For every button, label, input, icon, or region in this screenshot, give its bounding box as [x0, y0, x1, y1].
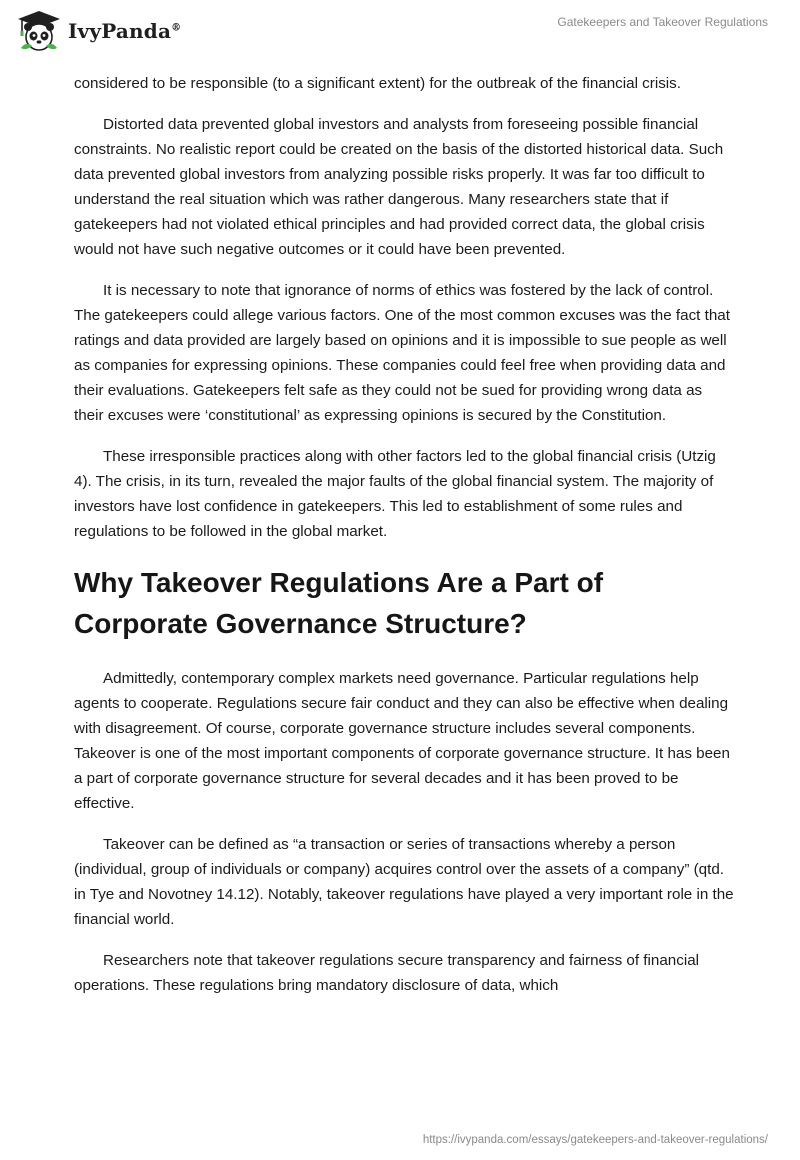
- registered-mark: ®: [171, 22, 182, 34]
- paragraph-continuation: considered to be responsible (to a significant extent) for the outbreak of the financial crisis.: [74, 75, 681, 92]
- ivypanda-logo[interactable]: [16, 8, 181, 54]
- page-url[interactable]: https://ivypanda.com/essays/gatekeepers-and-takeover-regulations/: [422, 1134, 768, 1146]
- paragraph: Researchers note that takeover regulations secure transparency and fairness of financial operations. These regulations bring mandatory disclosure of data, which: [74, 952, 700, 994]
- essay-content: [74, 71, 734, 1014]
- brand-name: IvyPanda®: [68, 19, 182, 43]
- document-title: Gatekeepers and Takeover Regulations: [557, 15, 768, 29]
- page-header: [0, 0, 800, 70]
- paragraph: Admittedly, contemporary complex markets need governance. Particular regulations help agents to cooperate. Regulations secure fair conduct and they can also be effective when dealing with disagreement. Of course, corporate governance structure includes several components. Takeover is one of the most important components of corporate governance structure. It has been a part of corporate governance structure for several decades and it has been proved to be effective.: [74, 670, 730, 812]
- paragraph: These irresponsible practices along with other factors led to the global financial crisis (Utzig 4). The crisis, in its turn, revealed the major faults of the global financial system. The majority of investors have lost confidence in gatekeepers. This led to establishment of some rules and regulations to be followed in the global market.: [74, 448, 716, 540]
- section-heading: Why Takeover Regulations Are a Part of Corporate Governance Structure?: [74, 567, 604, 639]
- paragraph: Takeover can be defined as “a transaction or series of transactions whereby a person (individual, group of individuals or company) acquires control over the assets of a company” (qtd. in Tye and Novotney 14.12). Notably, takeover regulations have played a very important role in the financial world.: [74, 836, 734, 928]
- panda-graduate-icon: [16, 8, 62, 54]
- paragraph: Distorted data prevented global investors and analysts from foreseeing possible financial constraints. No realistic report could be created on the basis of the distorted historical data. Such data prevented global investors from analyzing possible risks properly. It was far too difficult to understand the real situation which was rather dangerous. Many researchers state that if gatekeepers had not violated ethical principles and had provided correct data, the global crisis would not have such negative outcomes or it could have been prevented.: [74, 116, 724, 258]
- paragraph: It is necessary to note that ignorance of norms of ethics was fostered by the lack of control. The gatekeepers could allege various factors. One of the most common excuses was the fact that ratings and data provided are largely based on opinions and it is impossible to sue people as well as companies for expressing opinions. These companies could feel free when providing data and their evaluations. Gatekeepers felt safe as they could not be sued for providing wrong data as their excuses were ‘constitutional’ as expressing opinions is secured by the Constitution.: [74, 282, 730, 424]
